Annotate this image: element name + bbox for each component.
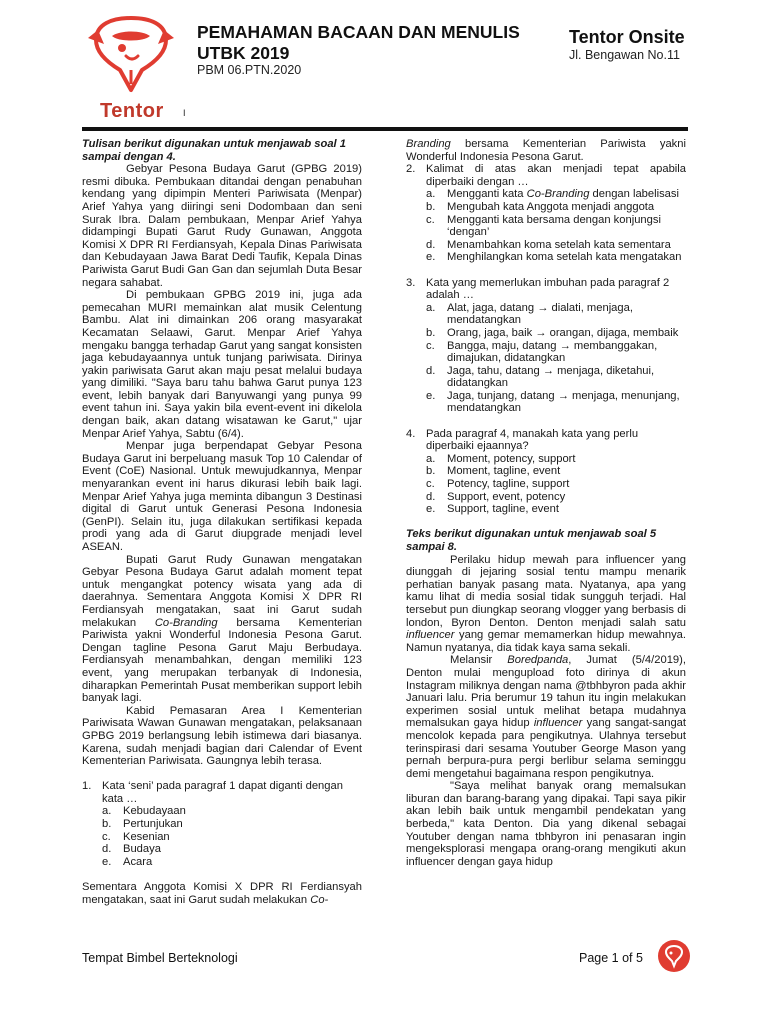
passage-2-paragraph-2 xyxy=(406,654,686,780)
option-e xyxy=(426,503,686,516)
passage-1-paragraph-2: Di pembukaan GPBG 2019 ini, juga ada pemecahan MURI memainkan alat musik Celentung Bambu. Alat ini dimainkan 206 orang masyarakat Kecamatan Selaawi, Garut. Menpar Arief Yahya mengaku bangga terhadap Garut yang sangat konsisten jaga kebudayaannya untuk tunjang pariwisata. Dirinya yakin pariwisata Garut akan maju pesat melalui budaya yang dimiliki. "Saya baru tahu bahwa Garut punya 123 event, lebih banyak dari Banyuwangi yang punya 99 event tahun ini. Saya yakin bila event-event ini dikelola dengan baik, akan datang wisatawan ke Garut," ujar Menpar Arief Yahya, Sabtu (6/4). xyxy=(82,289,362,440)
option-text: Bangga, maju, datang → membanggakan, dimajukan, didatangkan xyxy=(447,339,658,365)
option-text-post: dengan labelisasi xyxy=(589,188,679,201)
question-text: Kalimat di atas akan menjadi tepat apabila diperbaiki dengan … xyxy=(426,163,686,188)
passage-1-paragraph-5: Kabid Pemasaran Area I Kementerian Pariwisata Wawan Gunawan mengatakan, pelaksanaan GPBG 2019 berlangsung lebih istimewa dari biasanya. Karena, sudah menjadi bagian dari Calendar of Event Kementerian Pariwisata. Gaungnya lebih terasa. xyxy=(82,704,362,768)
question-number: 1. xyxy=(82,780,92,793)
question-2-stimulus xyxy=(82,881,362,906)
option-c xyxy=(102,831,362,844)
passage-1-paragraph-1: Gebyar Pesona Budaya Garut (GPBG 2019) resmi dibuka. Pembukaan ditandai dengan penabuhan kendang yang dipimpin Menteri Pariwisata (Menpar) Arief Yahya yang diiringi seni Dodombaan dan seni Surak Ibra. Dalam pembukaan, Menpar Arief Yahya didampingi Bupati Garut Rudy Gunawan, Anggota Komisi X DPR RI Ferdiansyah, Kepala Dinas Pariwisata dan Kebudayaan Jawa Barat Dedi Taufik, Kepala Dinas Pariwista Garut Budi Gan Gan dan sejumlah Duta Besar negara sahabat. xyxy=(82,163,362,289)
title-line-2: UTBK 2019 xyxy=(197,43,290,63)
footer-tagline: Tempat Bimbel Berteknologi xyxy=(82,951,238,965)
option-a xyxy=(426,302,686,327)
option-a xyxy=(426,188,686,201)
r2-italic: Boredpanda xyxy=(507,654,569,667)
p4-text-a: Bupati Garut Rudy Gunawan mengatakan Gebyar Pesona Budaya Garut adalah moment tepat untuk mengangkat potency wisata yang ada di daerahnya. Sementara Anggota Komisi X DPR RI Ferdiansyah mengatakan, saat ini Garut sudah melakukan xyxy=(82,553,362,629)
question-3-options xyxy=(406,302,686,415)
option-letter: b. xyxy=(426,326,436,339)
option-text: Support, tagline, event xyxy=(447,503,559,516)
option-text: Acara xyxy=(123,855,153,868)
option-text: Potency, tagline, support xyxy=(447,478,570,491)
option-c xyxy=(426,214,686,239)
option-text: Jaga, tunjang, datang → menjaga, menunjang, mendatangkan xyxy=(447,389,680,415)
option-d xyxy=(426,365,686,390)
footer-logo-badge xyxy=(658,940,690,972)
option-c xyxy=(426,478,686,491)
stimulus-text: bersama Kementerian Pariwista yakni Wonderful Indonesia Pesona Garut. xyxy=(406,138,686,163)
option-letter: e. xyxy=(102,855,112,868)
question-4 xyxy=(406,428,686,453)
tentor-mascot-icon xyxy=(82,12,180,98)
option-letter: b. xyxy=(102,818,112,831)
question-text: Kata ‘seni’ pada paragraf 1 dapat diganti dengan kata … xyxy=(102,780,343,805)
option-text: Alat, jaga, datang → dialati, menjaga, mendatangkan xyxy=(447,301,633,327)
option-letter: a. xyxy=(426,452,436,465)
option-b xyxy=(102,818,362,831)
passage-2-intro: Teks berikut digunakan untuk menjawab soal 5 sampai 8. xyxy=(406,528,657,553)
option-letter: a. xyxy=(426,188,436,201)
option-e xyxy=(426,390,686,415)
question-number: 3. xyxy=(406,276,416,289)
option-letter: d. xyxy=(426,364,436,377)
option-d xyxy=(426,491,686,504)
r1-italic: influencer xyxy=(406,629,455,642)
r1-text-a: Perilaku hidup mewah para influencer yang diunggah di jejaring sosial tentu mampu menarik perhatian banyak pasang mata. Nyatanya, apa yang kamu lihat di media sosial tidak sungguh terjadi. Hal tersebut pun diungkap seorang vlogger yang berbasis di london, Byron Denton. Denton menjadi salah satu xyxy=(406,553,686,629)
option-b xyxy=(426,327,686,340)
document-title xyxy=(197,22,547,64)
option-text: Orang, jaga, baik → orangan, dijaga, membaik xyxy=(447,326,679,339)
option-text xyxy=(447,188,686,201)
option-e xyxy=(102,856,362,869)
option-a xyxy=(102,805,362,818)
question-text: Kata yang memerlukan imbuhan pada paragraf 2 adalah … xyxy=(426,276,670,302)
stimulus-italic: Branding xyxy=(406,138,451,150)
question-2 xyxy=(406,163,686,188)
option-letter: e. xyxy=(426,389,436,402)
question-2-stimulus-continued xyxy=(406,138,686,163)
option-letter: c. xyxy=(426,339,435,352)
stimulus-text: Sementara Anggota Komisi X DPR RI Ferdiansyah mengatakan, saat ini Garut sudah melakukan xyxy=(82,881,362,906)
option-b xyxy=(426,201,686,214)
r2-text-c: yang sangat-sangat mencolok kepada para pengikutnya. Ulahnya tersebut terinspirasi dari sesama Youtuber George Mason yang pernah berpura-pura pergi berlibur selama seminggu demi mengetahui bagaimana respon pengikutnya. xyxy=(406,717,686,780)
option-letter: c. xyxy=(102,830,111,843)
option-text: Kebudayaan xyxy=(123,805,186,818)
question-1 xyxy=(82,780,362,805)
option-text: Mengganti kata bersama dengan konjungsi ‘dengan’ xyxy=(447,213,661,239)
option-letter: b. xyxy=(426,465,436,478)
option-text: Menghilangkan koma setelah kata mengatakan xyxy=(447,251,682,264)
passage-1-paragraph-3: Menpar juga berpendapat Gebyar Pesona Budaya Garut ini berpeluang masuk Top 10 Calendar of Event (CoE) Nasional. Untuk mewujudkannya, Menpar menyarankan event ini harus dikurasi lebih baik lagi. Menpar Arief Yahya juga meminta dibangun 3 Destinasi digital di Garut untuk Generasi Pesona Indonesia (GenPI). Selain itu, juga dilakukan sertifikasi kepada prodi yang ada di Garut diupgrade menjadi level ASEAN. xyxy=(82,440,362,553)
option-e xyxy=(426,251,686,264)
option-text: Jaga, tahu, datang → menjaga, diketahui, didatangkan xyxy=(447,364,655,390)
right-column xyxy=(406,138,686,868)
option-letter: a. xyxy=(102,805,112,818)
r2-text-a: Melansir xyxy=(450,654,508,667)
option-text-pre: Mengganti kata xyxy=(447,188,527,201)
passage-1-intro: Tulisan berikut digunakan untuk menjawab soal 1 sampai dengan 4. xyxy=(82,138,346,163)
option-text: Kesenian xyxy=(123,830,170,843)
option-text: Mengubah kata Anggota menjadi anggota xyxy=(447,200,655,213)
r2-text-b: , Jumat (5/4/2019), Denton mulai mengupload foto dirinya di akun Instagram miliknya dengan nama @tbhbyron pada akhir Januari lalu. Pria berumur 19 tahun itu ingin melakukan experimen sosial untuk melihat betapa mudahnya memalsukan gaya hidup xyxy=(406,654,686,730)
question-number: 2. xyxy=(406,163,416,176)
title-line-1: PEMAHAMAN BACAAN DAN MENULIS xyxy=(197,22,520,42)
stimulus-italic: Co- xyxy=(310,893,329,906)
option-letter: a. xyxy=(426,301,436,314)
option-text: Moment, tagline, event xyxy=(447,465,561,478)
option-text: Budaya xyxy=(123,843,161,856)
option-c xyxy=(426,340,686,365)
option-text: Menambahkan koma setelah kata sementara xyxy=(447,238,671,251)
option-letter: c. xyxy=(426,478,435,491)
option-text-italic: Co-Branding xyxy=(526,188,590,201)
question-1-options xyxy=(82,805,362,868)
r1-text-b: yang gemar memamerkan hidup mewahnya. Namun nyatanya, dia tidak kaya sama sekali. xyxy=(406,629,686,654)
option-text: Moment, potency, support xyxy=(447,452,576,465)
logo-wordmark: Tentor xyxy=(100,100,164,122)
option-text: Support, event, potency xyxy=(447,490,566,503)
p4-italic: Co-Branding xyxy=(154,616,218,629)
option-letter: e. xyxy=(426,503,436,516)
p4-text-b: bersama Kementerian Pariwista yakni Wonderful Indonesia Pesona Garut. Dengan tagline Pesona Garut Maju Berbudaya. Ferdiansyah menambahkan, dengan memiliki 123 event, yang merupakan terbanyak di Indonesia, diharapkan Pemerintah Pusat memberikan support lebih banyak lagi. xyxy=(82,616,362,705)
question-number: 4. xyxy=(406,427,416,440)
tiny-mark: I xyxy=(183,108,186,118)
option-letter: d. xyxy=(102,843,112,856)
option-d xyxy=(102,843,362,856)
passage-2-paragraph-3: "Saya melihat banyak orang memalsukan liburan dan barang-barang yang dipakai. Tapi saya pikir akan lebih baik untuk mengambil pendekatan yang berbeda," kata Denton. Dia yang dikenal sebagai Youtuber dengan nama tbhbyron ini penasaran ingin mengeksplorasi mengapa orang-orang mengikuti akun influencer dengan gaya hidup xyxy=(406,780,686,868)
r2-italic-2: influencer xyxy=(533,717,583,730)
option-a xyxy=(426,453,686,466)
page-number: Page 1 of 5 xyxy=(579,951,643,965)
header-divider xyxy=(82,127,688,131)
option-letter: c. xyxy=(426,213,435,226)
option-letter: d. xyxy=(426,490,436,503)
question-2-options xyxy=(406,188,686,264)
passage-2-paragraph-1 xyxy=(406,554,686,655)
tentor-logo xyxy=(78,12,184,124)
passage-1-paragraph-4 xyxy=(82,554,362,705)
option-d xyxy=(426,239,686,252)
question-text: Pada paragraf 4, manakah kata yang perlu diperbaiki ejaannya? xyxy=(426,427,639,453)
option-text: Pertunjukan xyxy=(123,818,183,831)
option-letter: e. xyxy=(426,251,436,264)
option-b xyxy=(426,465,686,478)
option-letter: d. xyxy=(426,238,436,251)
option-letter: b. xyxy=(426,200,436,213)
left-column xyxy=(82,138,362,906)
brand-name: Tentor Onsite xyxy=(569,27,685,47)
brand-address: Jl. Bengawan No.11 xyxy=(569,48,680,62)
document-code: PBM 06.PTN.2020 xyxy=(197,63,302,77)
mascot-badge-icon xyxy=(658,940,690,972)
question-3 xyxy=(406,277,686,302)
question-4-options xyxy=(406,453,686,516)
